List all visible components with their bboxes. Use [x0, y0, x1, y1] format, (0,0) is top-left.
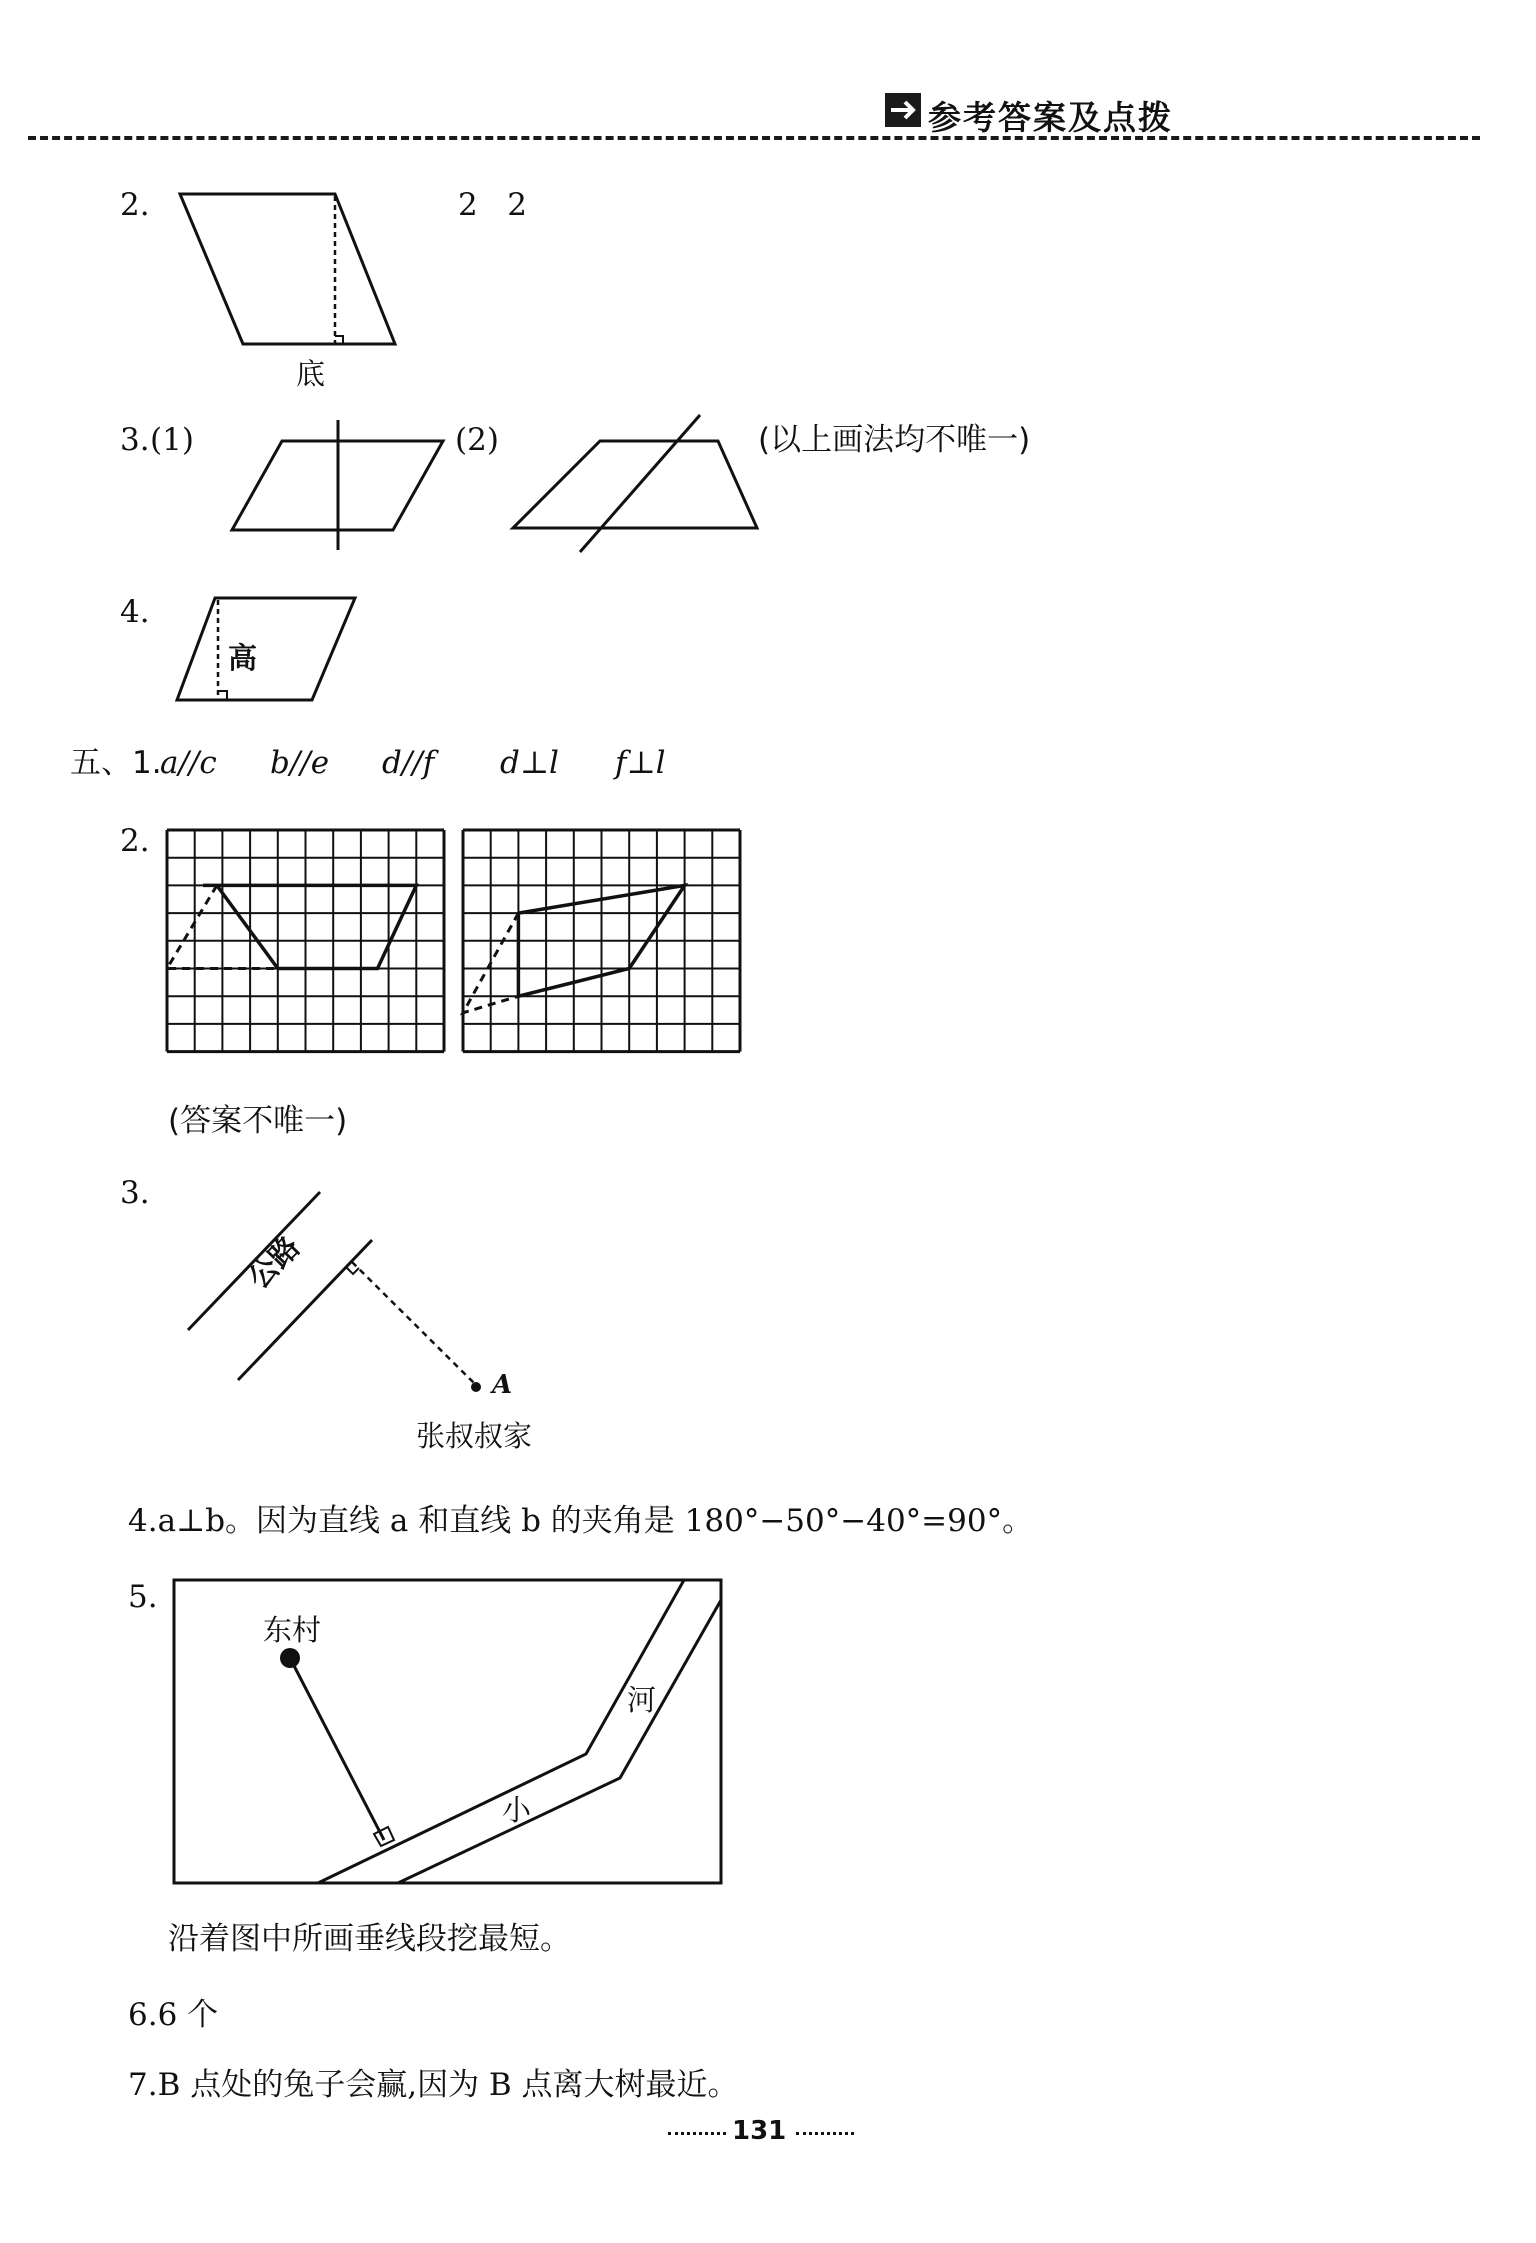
- q4-3-part1: (1): [150, 422, 194, 458]
- q5-3-road-label: 公路: [241, 1229, 307, 1296]
- q5-3-number: 3.: [120, 1175, 150, 1211]
- q4-4-number: 4.: [120, 594, 150, 630]
- q4-4-height-label: 高: [228, 641, 258, 675]
- page-number: 131: [732, 2116, 787, 2146]
- q4-2-base-label: 底: [296, 357, 326, 391]
- q5-5-conclusion: 沿着图中所画垂线段挖最短。: [168, 1921, 571, 1957]
- q5-7-text: 7.B 点处的兔子会赢,因为 B 点离大树最近。: [128, 2067, 739, 2103]
- q5-1-relation-1: a//c: [160, 745, 217, 781]
- q5-5-village-label: 东村: [263, 1613, 322, 1647]
- q5-2-note: (答案不唯一): [168, 1103, 348, 1139]
- q5-5-river-label-2: 小: [502, 1793, 532, 1827]
- q5-3-home-label: 张叔叔家: [416, 1419, 533, 1453]
- q4-3-number: 3.: [120, 422, 150, 458]
- page-number-right-dots: [796, 2132, 854, 2135]
- q5-1-relation-4: d⊥l: [500, 745, 559, 781]
- q5-1-relation-2: b//e: [270, 745, 330, 781]
- q5-2-number: 2.: [120, 823, 150, 859]
- page-number-left-dots: [668, 2132, 726, 2135]
- q5-6-text: 6.6 个: [128, 1997, 219, 2033]
- q4-2-number: 2.: [120, 187, 150, 223]
- q5-5-river-label-1: 河: [627, 1683, 657, 1717]
- q5-1-prefix: 五、1.: [70, 745, 162, 781]
- q4-3-part2: (2): [455, 422, 499, 458]
- q5-1-relation-5: f⊥l: [615, 745, 666, 781]
- q5-3-point-label: A: [492, 1370, 513, 1400]
- q5-1-relation-3: d//f: [382, 745, 435, 781]
- q5-5-number: 5.: [128, 1579, 158, 1615]
- header-title: 参考答案及点拨: [928, 98, 1173, 137]
- q4-2-answer: 2 2: [458, 187, 528, 223]
- q5-4-text: 4.a⊥b。因为直线 a 和直线 b 的夹角是 180°−50°−40°=90°。: [128, 1503, 1034, 1539]
- q4-3-note: (以上画法均不唯一): [758, 422, 1031, 458]
